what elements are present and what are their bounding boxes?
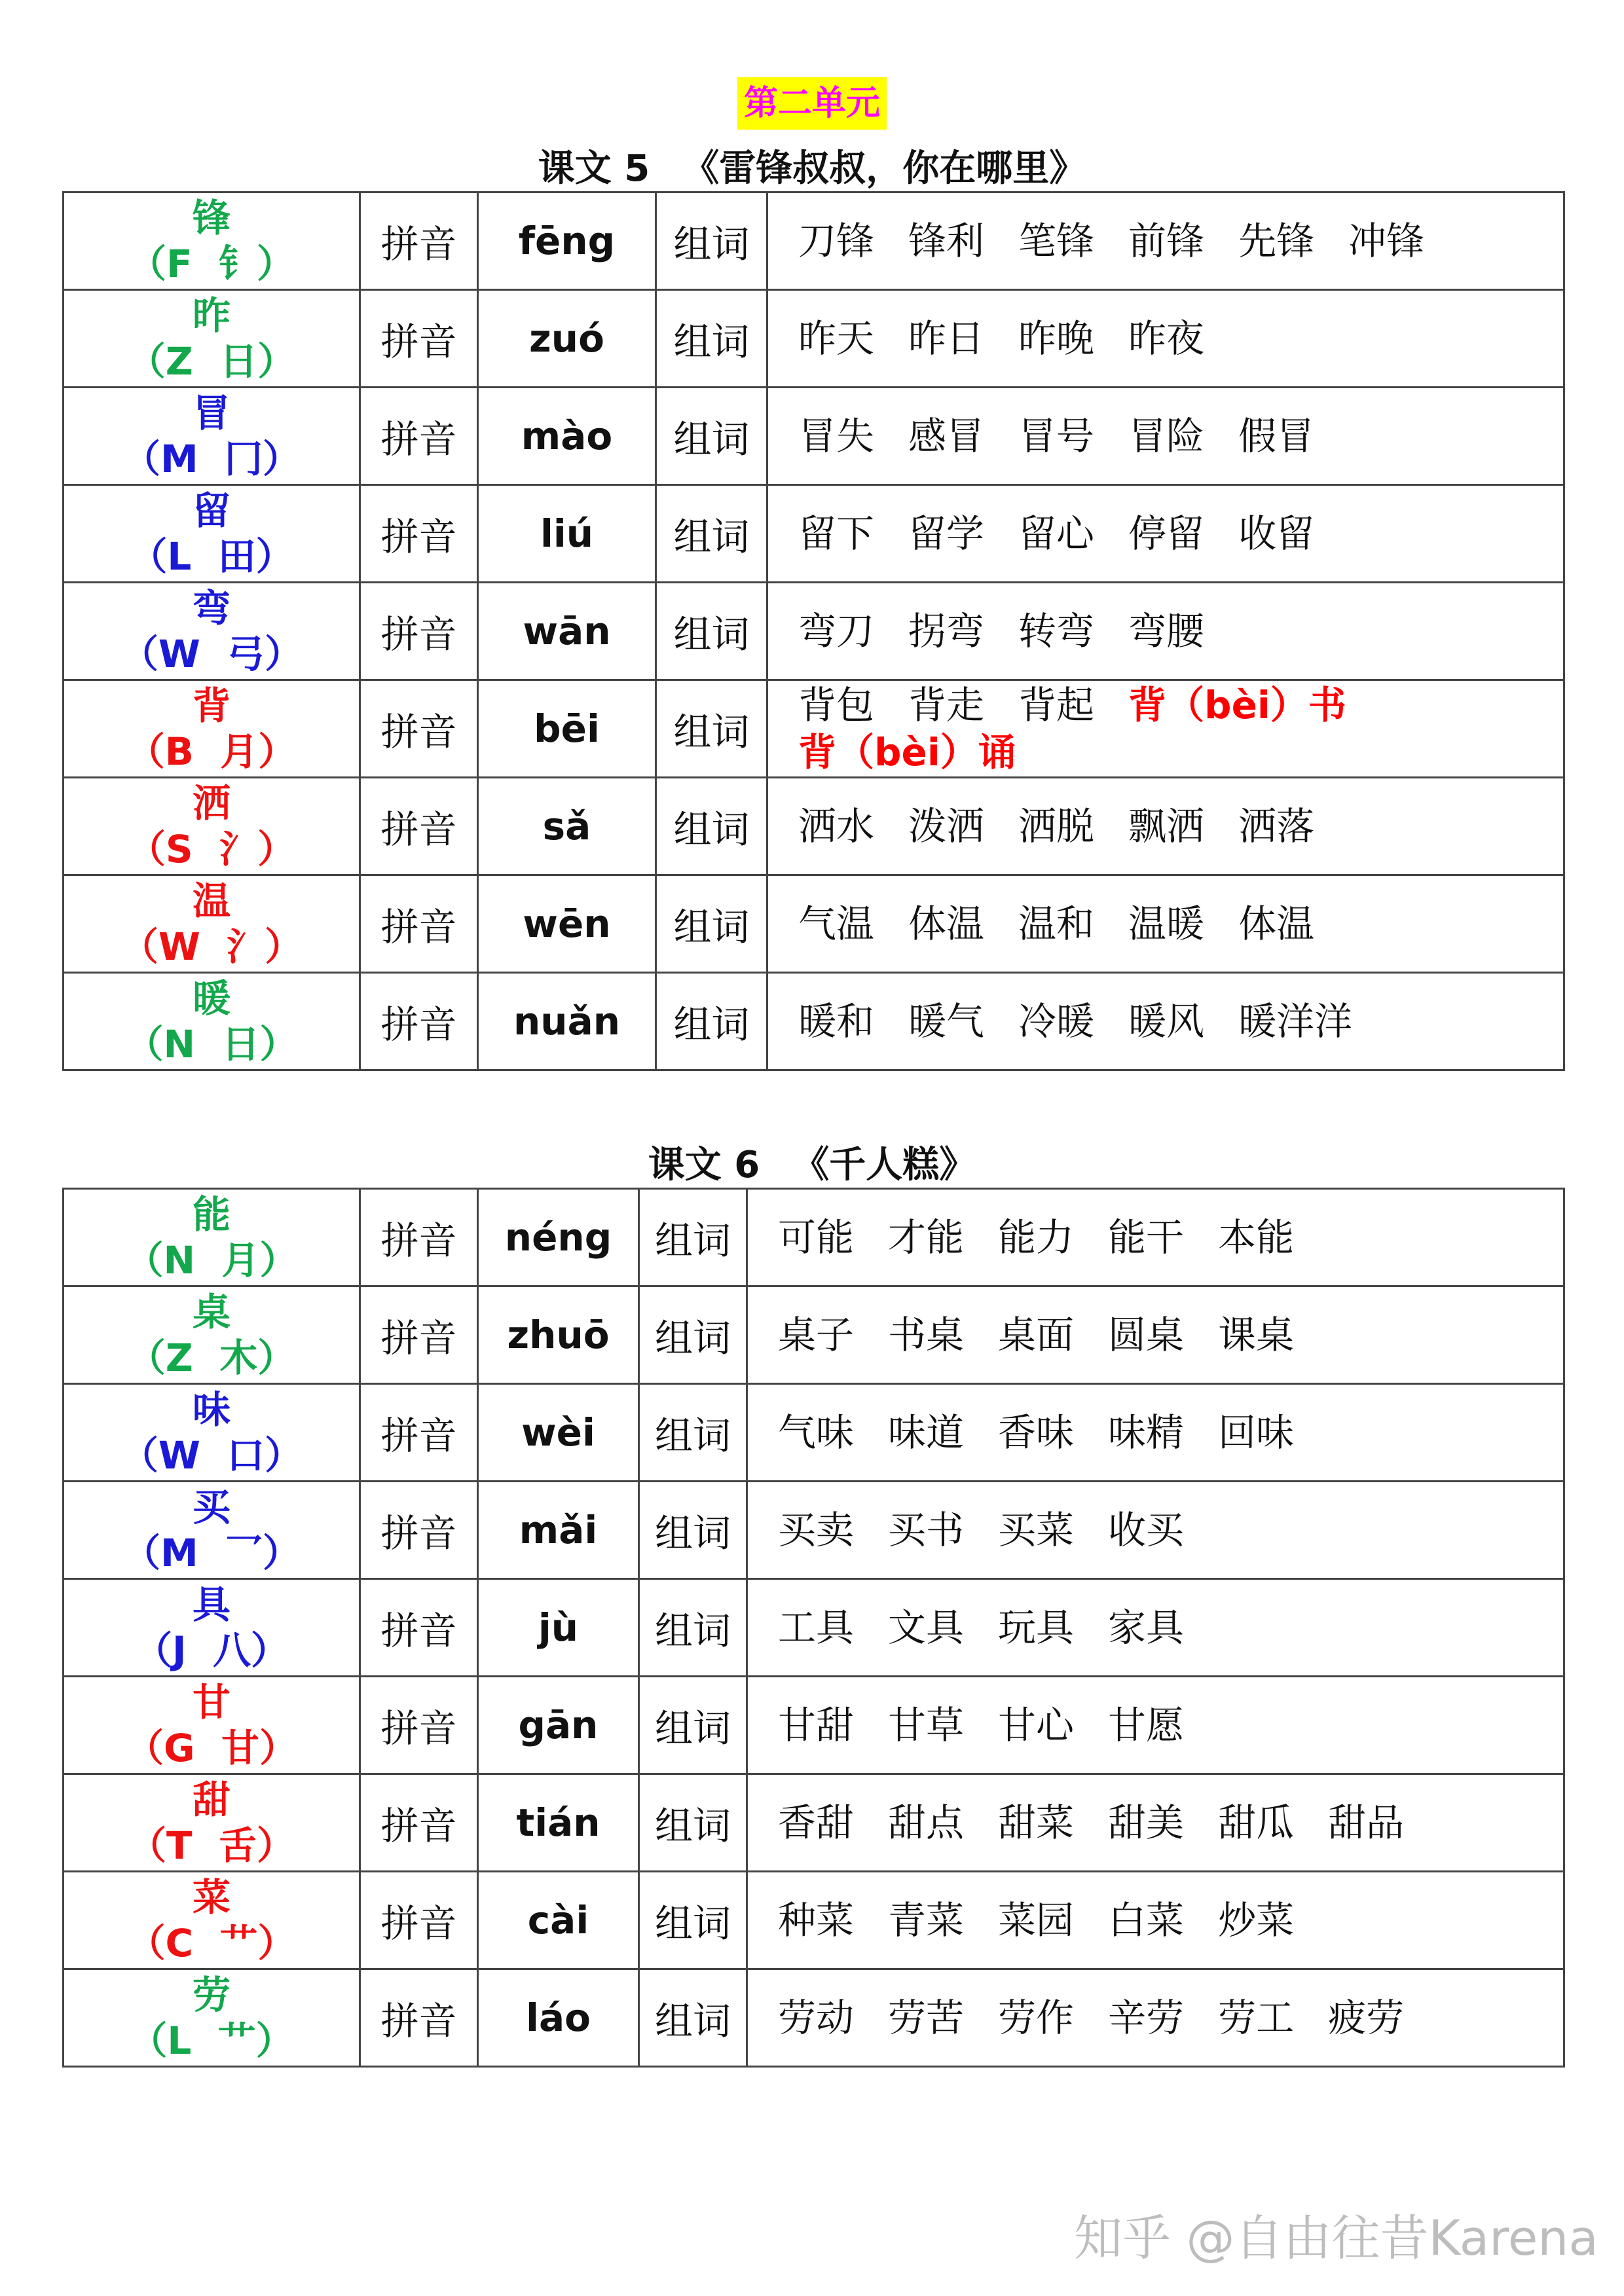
- word: 劳苦: [888, 1995, 965, 2040]
- table-row: [64, 778, 1564, 875]
- pinyin-value: zuó: [478, 290, 656, 388]
- radical-hint: （L 田）: [129, 534, 294, 579]
- word: 甜品: [1328, 1800, 1405, 1845]
- table-row: [64, 973, 1564, 1070]
- character: 昨: [192, 293, 231, 338]
- words-label: 组词: [639, 1774, 747, 1872]
- word: 洒脱: [1018, 804, 1095, 848]
- word: 菜园: [998, 1898, 1075, 1942]
- character: 温: [192, 879, 231, 923]
- word: 昨日: [908, 316, 985, 361]
- word: 甘甜: [778, 1703, 855, 1747]
- radical-hint: （W 弓）: [120, 632, 303, 676]
- unit-title: [0, 77, 1624, 130]
- word: 家具: [1108, 1605, 1185, 1650]
- word: 甜菜: [998, 1800, 1075, 1845]
- pinyin-value: mǎi: [478, 1482, 639, 1579]
- word: 温暖: [1128, 902, 1205, 946]
- word-list: [747, 1482, 1564, 1579]
- pinyin-value: cài: [478, 1872, 639, 1969]
- radical-hint: （S 氵）: [127, 827, 296, 871]
- word-list: [767, 875, 1564, 973]
- word: 疲劳: [1328, 1995, 1405, 2040]
- character-cell: [64, 1482, 360, 1579]
- radical-hint: （B 月）: [126, 729, 297, 774]
- word: 留下: [798, 511, 875, 556]
- character: 背: [192, 683, 231, 728]
- words-label: 组词: [639, 1872, 747, 1969]
- radical-hint: （C 艹）: [127, 1921, 296, 1965]
- radical-hint: （L 艹）: [129, 2018, 294, 2063]
- pinyin-label: 拼音: [360, 973, 478, 1070]
- words-label: 组词: [639, 1286, 747, 1384]
- table-row: [64, 1677, 1564, 1774]
- word: 圆桌: [1108, 1313, 1185, 1357]
- character: 暖: [192, 976, 231, 1021]
- character-cell: [64, 1774, 360, 1872]
- word: 劳工: [1218, 1995, 1295, 2040]
- pinyin-label: 拼音: [360, 388, 478, 485]
- word: 可能: [778, 1215, 855, 1260]
- word: 冒号: [1018, 414, 1095, 458]
- character: 具: [192, 1582, 231, 1627]
- word: 笔锋: [1018, 219, 1095, 263]
- word: 先锋: [1238, 219, 1315, 263]
- character-cell: [64, 1579, 360, 1677]
- character-cell: [64, 778, 360, 875]
- word: 冒险: [1128, 414, 1205, 458]
- table-row: [64, 290, 1564, 388]
- word: 甜美: [1108, 1800, 1185, 1845]
- character: 锋: [192, 196, 231, 240]
- word: 文具: [888, 1605, 965, 1650]
- radical-hint: （J 八）: [134, 1628, 289, 1673]
- word-list: [747, 1872, 1564, 1969]
- word: 工具: [778, 1605, 855, 1650]
- words-label: 组词: [656, 973, 767, 1070]
- word: 弯刀: [798, 609, 875, 653]
- table-row: [64, 583, 1564, 680]
- word: 气温: [798, 902, 875, 946]
- word: 刀锋: [798, 219, 875, 263]
- word: 拐弯: [908, 609, 985, 653]
- radical-hint: （W 氵）: [120, 924, 303, 969]
- pinyin-label: 拼音: [360, 1872, 478, 1969]
- table-row: [64, 1189, 1564, 1286]
- words-label: 组词: [639, 1189, 747, 1286]
- word-list: [767, 583, 1564, 680]
- word: 冒失: [798, 414, 875, 458]
- words-label: 组词: [656, 192, 767, 290]
- word-list: [747, 1774, 1564, 1872]
- word: 昨晚: [1018, 316, 1095, 361]
- radical-hint: （T 舌）: [128, 1823, 295, 1868]
- word: 桌面: [998, 1313, 1075, 1357]
- word: 青菜: [888, 1898, 965, 1942]
- word: 飘洒: [1128, 804, 1205, 848]
- word: 背走: [908, 683, 985, 727]
- table-row: [64, 1482, 1564, 1579]
- word: 本能: [1218, 1215, 1295, 1260]
- lesson5-heading: [0, 143, 1624, 195]
- word: 劳作: [998, 1995, 1075, 2040]
- word: 冲锋: [1348, 219, 1425, 263]
- word: 甘草: [888, 1703, 965, 1747]
- word: 暖和: [798, 999, 875, 1044]
- character: 桌: [192, 1290, 231, 1334]
- words-label: 组词: [639, 1677, 747, 1774]
- character-cell: [64, 680, 360, 778]
- word: 香甜: [778, 1800, 855, 1845]
- character-cell: [64, 973, 360, 1070]
- character-cell: [64, 1286, 360, 1384]
- radical-hint: （F 钅）: [128, 242, 295, 286]
- word-list: [767, 973, 1564, 1070]
- word: 留学: [908, 511, 985, 556]
- character: 洒: [192, 781, 231, 826]
- word-list: [747, 1579, 1564, 1677]
- word: 甜瓜: [1218, 1800, 1295, 1845]
- table-row: [64, 1969, 1564, 2067]
- word-list: [767, 290, 1564, 388]
- word: 昨天: [798, 316, 875, 361]
- word: 转弯: [1018, 609, 1095, 653]
- character-cell: [64, 485, 360, 583]
- words-label: 组词: [656, 485, 767, 583]
- words-label: 组词: [656, 778, 767, 875]
- watermark: 知乎 @自由往昔Karena: [1074, 2210, 1598, 2267]
- radical-hint: （Z 木）: [127, 1336, 296, 1380]
- unit-title-text: 第二单元: [737, 77, 887, 130]
- word-list: [767, 680, 1564, 778]
- word-list: [767, 778, 1564, 875]
- table-row: [64, 1774, 1564, 1872]
- pinyin-value: wèi: [478, 1384, 639, 1482]
- word: 甘心: [998, 1703, 1075, 1747]
- pinyin-value: wēn: [478, 875, 656, 973]
- word: 课桌: [1218, 1313, 1295, 1357]
- pinyin-label: 拼音: [360, 1189, 478, 1286]
- word: 能力: [998, 1215, 1075, 1260]
- word-list: [767, 192, 1564, 290]
- word: 才能: [888, 1215, 965, 1260]
- word: 洒水: [798, 804, 875, 848]
- pinyin-label: 拼音: [360, 1677, 478, 1774]
- word: 书桌: [888, 1313, 965, 1357]
- lesson6-table: [62, 1188, 1565, 2068]
- word-list: [747, 1189, 1564, 1286]
- words-label: 组词: [639, 1384, 747, 1482]
- character-cell: [64, 290, 360, 388]
- pinyin-label: 拼音: [360, 1969, 478, 2067]
- lesson6-title: 课文 6: [648, 1144, 760, 1186]
- character-cell: [64, 1969, 360, 2067]
- pinyin-label: 拼音: [360, 192, 478, 290]
- radical-hint: （N 日）: [125, 1022, 298, 1066]
- pinyin-label: 拼音: [360, 485, 478, 583]
- word: 味道: [888, 1410, 965, 1455]
- words-label: 组词: [639, 1969, 747, 2067]
- character-cell: [64, 1189, 360, 1286]
- word: 昨夜: [1128, 316, 1205, 361]
- character-cell: [64, 1384, 360, 1482]
- word: 前锋: [1128, 219, 1205, 263]
- character: 甜: [192, 1777, 231, 1822]
- word-list: [767, 485, 1564, 583]
- word: 假冒: [1238, 414, 1315, 458]
- character: 菜: [192, 1875, 231, 1920]
- character-cell: [64, 388, 360, 485]
- words-label: 组词: [656, 680, 767, 778]
- pinyin-value: sǎ: [478, 778, 656, 875]
- word: 味精: [1108, 1410, 1185, 1455]
- pinyin-value: zhuō: [478, 1286, 639, 1384]
- pinyin-label: 拼音: [360, 1384, 478, 1482]
- table-row: [64, 680, 1564, 778]
- word: 买书: [888, 1508, 965, 1552]
- word-list: [767, 388, 1564, 485]
- word: 暖洋洋: [1238, 999, 1353, 1044]
- character: 冒: [192, 391, 231, 435]
- character: 买: [192, 1485, 231, 1529]
- word: 暖风: [1128, 999, 1205, 1044]
- word: 买菜: [998, 1508, 1075, 1552]
- word: 玩具: [998, 1605, 1075, 1650]
- pinyin-value: gān: [478, 1677, 639, 1774]
- pinyin-value: jù: [478, 1579, 639, 1677]
- lesson5-table: [62, 191, 1565, 1071]
- word: 留心: [1018, 511, 1095, 556]
- word-list: [747, 1384, 1564, 1482]
- character-cell: [64, 875, 360, 973]
- pinyin-value: nuǎn: [478, 973, 656, 1070]
- words-label: 组词: [656, 583, 767, 680]
- lesson6-subtitle: 《千人糕》: [792, 1144, 976, 1186]
- pinyin-label: 拼音: [360, 1482, 478, 1579]
- pinyin-value: bēi: [478, 680, 656, 778]
- pinyin-label: 拼音: [360, 1579, 478, 1677]
- table-row: [64, 1579, 1564, 1677]
- word: 收留: [1238, 511, 1315, 556]
- table-row: [64, 388, 1564, 485]
- character: 劳: [192, 1973, 231, 2017]
- word: 弯腰: [1128, 609, 1205, 653]
- word: 炒菜: [1218, 1898, 1295, 1942]
- lesson5-title: 课文 5: [538, 147, 650, 190]
- word: 买卖: [778, 1508, 855, 1552]
- pinyin-value: fēng: [478, 192, 656, 290]
- word: 温和: [1018, 902, 1095, 946]
- pinyin-label: 拼音: [360, 1286, 478, 1384]
- word: 种菜: [778, 1898, 855, 1942]
- radical-hint: （M 乛）: [122, 1531, 301, 1575]
- lesson6-heading: [0, 1139, 1624, 1192]
- pinyin-label: 拼音: [360, 1774, 478, 1872]
- word: 甜点: [888, 1800, 965, 1845]
- radical-hint: （G 甘）: [126, 1726, 297, 1770]
- word: 背起: [1018, 683, 1095, 727]
- character: 甘: [192, 1680, 231, 1724]
- words-label: 组词: [656, 388, 767, 485]
- word: 气味: [778, 1410, 855, 1455]
- word: 停留: [1128, 511, 1205, 556]
- word: 冷暖: [1018, 999, 1095, 1044]
- character-cell: [64, 1872, 360, 1969]
- words-label: 组词: [639, 1579, 747, 1677]
- pinyin-value: tián: [478, 1774, 639, 1872]
- word: 感冒: [908, 414, 985, 458]
- character: 味: [192, 1387, 231, 1432]
- word: 回味: [1218, 1410, 1295, 1455]
- table-row: [64, 875, 1564, 973]
- pinyin-value: wān: [478, 583, 656, 680]
- word: 白菜: [1108, 1898, 1185, 1942]
- word: 体温: [908, 902, 985, 946]
- words-label: 组词: [656, 875, 767, 973]
- word: 背包: [798, 683, 875, 727]
- word: 能干: [1108, 1215, 1185, 1260]
- pinyin-label: 拼音: [360, 583, 478, 680]
- word: 劳动: [778, 1995, 855, 2040]
- pinyin-value: néng: [478, 1189, 639, 1286]
- word-list: [747, 1677, 1564, 1774]
- word: 洒落: [1238, 804, 1315, 848]
- table-row: [64, 1872, 1564, 1969]
- character-cell: [64, 583, 360, 680]
- radical-hint: （Z 日）: [127, 339, 296, 384]
- pinyin-label: 拼音: [360, 875, 478, 973]
- highlighted-word: 背（bèi）书: [1128, 683, 1346, 727]
- radical-hint: （M 冂）: [122, 437, 301, 481]
- character: 留: [192, 488, 231, 533]
- word: 桌子: [778, 1313, 855, 1357]
- word: 泼洒: [908, 804, 985, 848]
- word: 香味: [998, 1410, 1075, 1455]
- word-list: [747, 1969, 1564, 2067]
- table-row: [64, 1286, 1564, 1384]
- word: 暖气: [908, 999, 985, 1044]
- table-row: [64, 1384, 1564, 1482]
- word: 锋利: [908, 219, 985, 263]
- character-cell: [64, 192, 360, 290]
- pinyin-value: liú: [478, 485, 656, 583]
- lesson5-subtitle: 《雷锋叔叔，你在哪里》: [682, 147, 1086, 190]
- word: 收买: [1108, 1508, 1185, 1552]
- pinyin-value: mào: [478, 388, 656, 485]
- table-row: [64, 192, 1564, 290]
- word: 甘愿: [1108, 1703, 1185, 1747]
- words-label: 组词: [639, 1482, 747, 1579]
- radical-hint: （N 月）: [125, 1238, 298, 1283]
- words-label: 组词: [656, 290, 767, 388]
- pinyin-label: 拼音: [360, 290, 478, 388]
- word: 辛劳: [1108, 1995, 1185, 2040]
- character: 弯: [192, 586, 231, 630]
- highlighted-word: 背（bèi）诵: [798, 730, 1016, 774]
- table-row: [64, 485, 1564, 583]
- pinyin-label: 拼音: [360, 680, 478, 778]
- character: 能: [192, 1192, 231, 1237]
- character-cell: [64, 1677, 360, 1774]
- pinyin-value: láo: [478, 1969, 639, 2067]
- word-list: [747, 1286, 1564, 1384]
- word: 体温: [1238, 902, 1315, 946]
- radical-hint: （W 口）: [120, 1433, 303, 1478]
- pinyin-label: 拼音: [360, 778, 478, 875]
